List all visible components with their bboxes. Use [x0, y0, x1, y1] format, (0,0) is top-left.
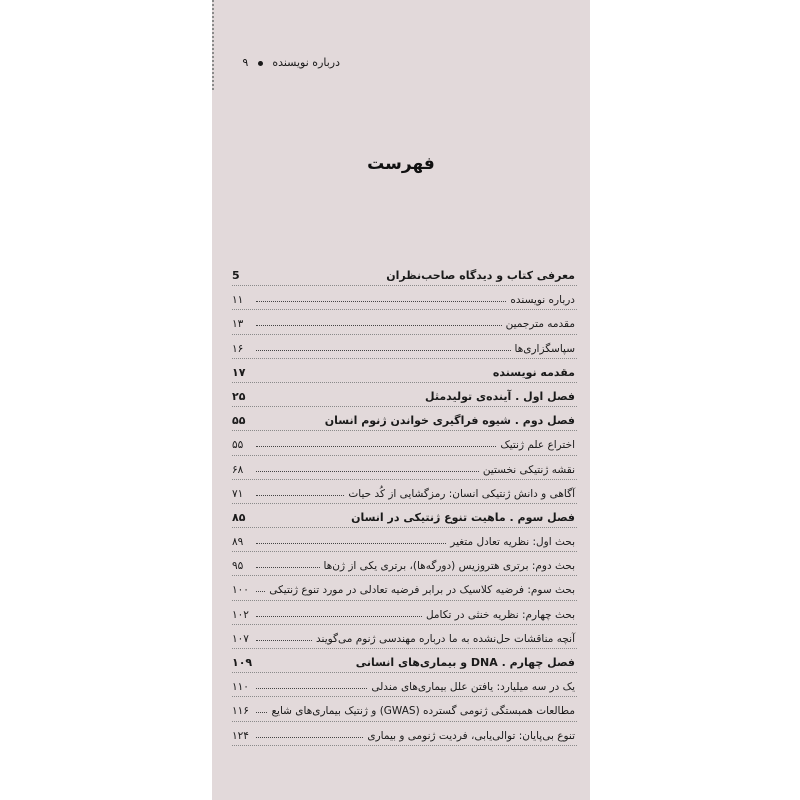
toc-entry-label: فصل سوم . ماهیت تنوع ژنتیکی در انسان: [351, 510, 575, 524]
toc-section-entry: [232, 310, 577, 334]
dot-leader: [256, 350, 511, 351]
dot-leader: [256, 616, 422, 617]
dot-leader: [256, 543, 446, 544]
toc-section-entry: [232, 456, 577, 480]
toc-entry-page-number: ۱۰۷: [232, 632, 249, 645]
toc-entry-page-number: ۵۵: [232, 414, 246, 428]
toc-entry-page-number: ۵۵: [232, 439, 244, 452]
toc-chapter-entry: [232, 649, 577, 673]
running-header: [230, 56, 340, 72]
toc-chapter-entry: [232, 407, 577, 431]
dot-leader: [256, 446, 496, 447]
toc-entry-page-number: ۱۰۹: [232, 656, 253, 669]
dot-leader: [256, 301, 506, 302]
dot-leader: [256, 567, 320, 568]
toc-section-entry: [232, 480, 577, 504]
toc-entry-label: معرفی کتاب و دیدگاه صاحب‌نظران: [386, 269, 575, 282]
toc-entry-page-number: ۸۵: [232, 510, 246, 524]
toc-section-entry: [232, 576, 577, 600]
toc-entry-label: مطالعات همبستگی ژنومی گسترده (GWAS) و ژنتیک بیماری‌های شایع: [271, 705, 575, 718]
toc-entry-page-number: ۱۶: [232, 342, 244, 355]
toc-entry-label: آنچه مناقشات حل‌نشده به ما درباره مهندسی ژنوم می‌گویند: [316, 632, 575, 645]
toc-section-entry: [232, 625, 577, 649]
toc-entry-label: نقشه ژنتیکی نخستین: [482, 463, 575, 476]
dot-leader: [256, 737, 363, 738]
toc-entry-page-number: ۱۱: [232, 294, 244, 307]
toc-chapter-entry: [232, 359, 577, 383]
dot-leader: [256, 471, 479, 472]
toc-chapter-entry: [232, 383, 577, 407]
toc-entry-page-number: ۲۵: [232, 389, 246, 403]
toc-entry-label: تنوع بی‌پایان: توالی‌یابی، فردیت ژنومی و بیماری: [367, 729, 575, 742]
toc-entry-page-number: ۱۳: [232, 318, 244, 331]
toc-entry-page-number: ۱۰۰: [232, 584, 249, 597]
toc-entry-label: یک در سه میلیارد: یافتن علل بیماری‌های مندلی: [371, 681, 575, 694]
toc-entry-page-number: ۱۱۶: [232, 705, 249, 718]
toc-entry-page-number: 5: [232, 269, 240, 282]
toc-entry-page-number: ۷۱: [232, 487, 244, 500]
dot-leader: [256, 495, 344, 496]
dot-leader: [256, 591, 265, 592]
toc-entry-page-number: ۱۲۴: [232, 729, 249, 742]
toc-entry-page-number: ۱۰۲: [232, 608, 249, 621]
toc-entry-page-number: ۸۹: [232, 536, 244, 549]
toc-section-entry: [232, 722, 577, 746]
dot-leader: [256, 325, 502, 326]
toc-entry-label: مقدمه مترجمین: [505, 318, 575, 331]
toc-section-entry: [232, 697, 577, 721]
toc-entry-label: مقدمه نویسنده: [492, 365, 575, 379]
dot-leader: [256, 688, 367, 689]
toc-section-entry: [232, 673, 577, 697]
running-header-title: درباره نویسنده: [272, 56, 340, 69]
dot-leader: [256, 712, 267, 713]
dot-leader: [256, 640, 312, 641]
toc-entry-label: فصل دوم . شیوه فراگیری خواندن ژنوم انسان: [324, 414, 575, 428]
toc-chapter-entry: [232, 262, 577, 286]
toc-section-entry: [232, 528, 577, 552]
toc-entry-page-number: ۹۵: [232, 560, 244, 573]
toc-section-entry: [232, 431, 577, 455]
toc-entry-label: بحث دوم: برتری هتروزیس (دورگه‌ها)، برتری یکی از ژن‌ها: [323, 560, 575, 573]
toc-entry-label: آگاهی و دانش ژنتیکی انسان: رمزگشایی از کُد حیات: [348, 487, 575, 500]
toc-entry-page-number: ۱۷: [232, 365, 246, 379]
toc-entry-label: درباره نویسنده: [510, 294, 575, 307]
toc-title: فهرست: [367, 154, 435, 174]
toc-chapter-entry: [232, 504, 577, 528]
toc-entry-page-number: ۱۱۰: [232, 681, 249, 694]
bullet-icon: [258, 61, 263, 66]
toc-entry-page-number: ۶۸: [232, 463, 244, 476]
toc-entry-label: بحث اول: نظریه تعادل متغیر: [450, 536, 575, 549]
toc-entry-label: سپاسگزاری‌ها: [514, 342, 575, 355]
toc-entry-label: بحث چهارم: نظریه خنثی در تکامل: [425, 608, 575, 621]
toc-section-entry: [232, 601, 577, 625]
toc-section-entry: [232, 552, 577, 576]
row-divider: [232, 745, 577, 746]
toc-entry-label: فصل اول . آینده‌ی تولیدمثل: [425, 389, 575, 403]
toc-section-entry: [232, 286, 577, 310]
table-of-contents: [232, 262, 577, 746]
running-header-page-number: ۹: [242, 56, 249, 69]
page-gutter-divider: [212, 0, 214, 90]
toc-section-entry: [232, 335, 577, 359]
toc-entry-label: بحث سوم: فرضیه کلاسیک در برابر فرضیه تعادلی در مورد تنوع ژنتیکی: [269, 584, 575, 597]
toc-entry-label: اختراع علم ژنتیک: [500, 439, 575, 452]
toc-entry-label: فصل چهارم . DNA و بیماری‌های انسانی: [355, 656, 575, 669]
